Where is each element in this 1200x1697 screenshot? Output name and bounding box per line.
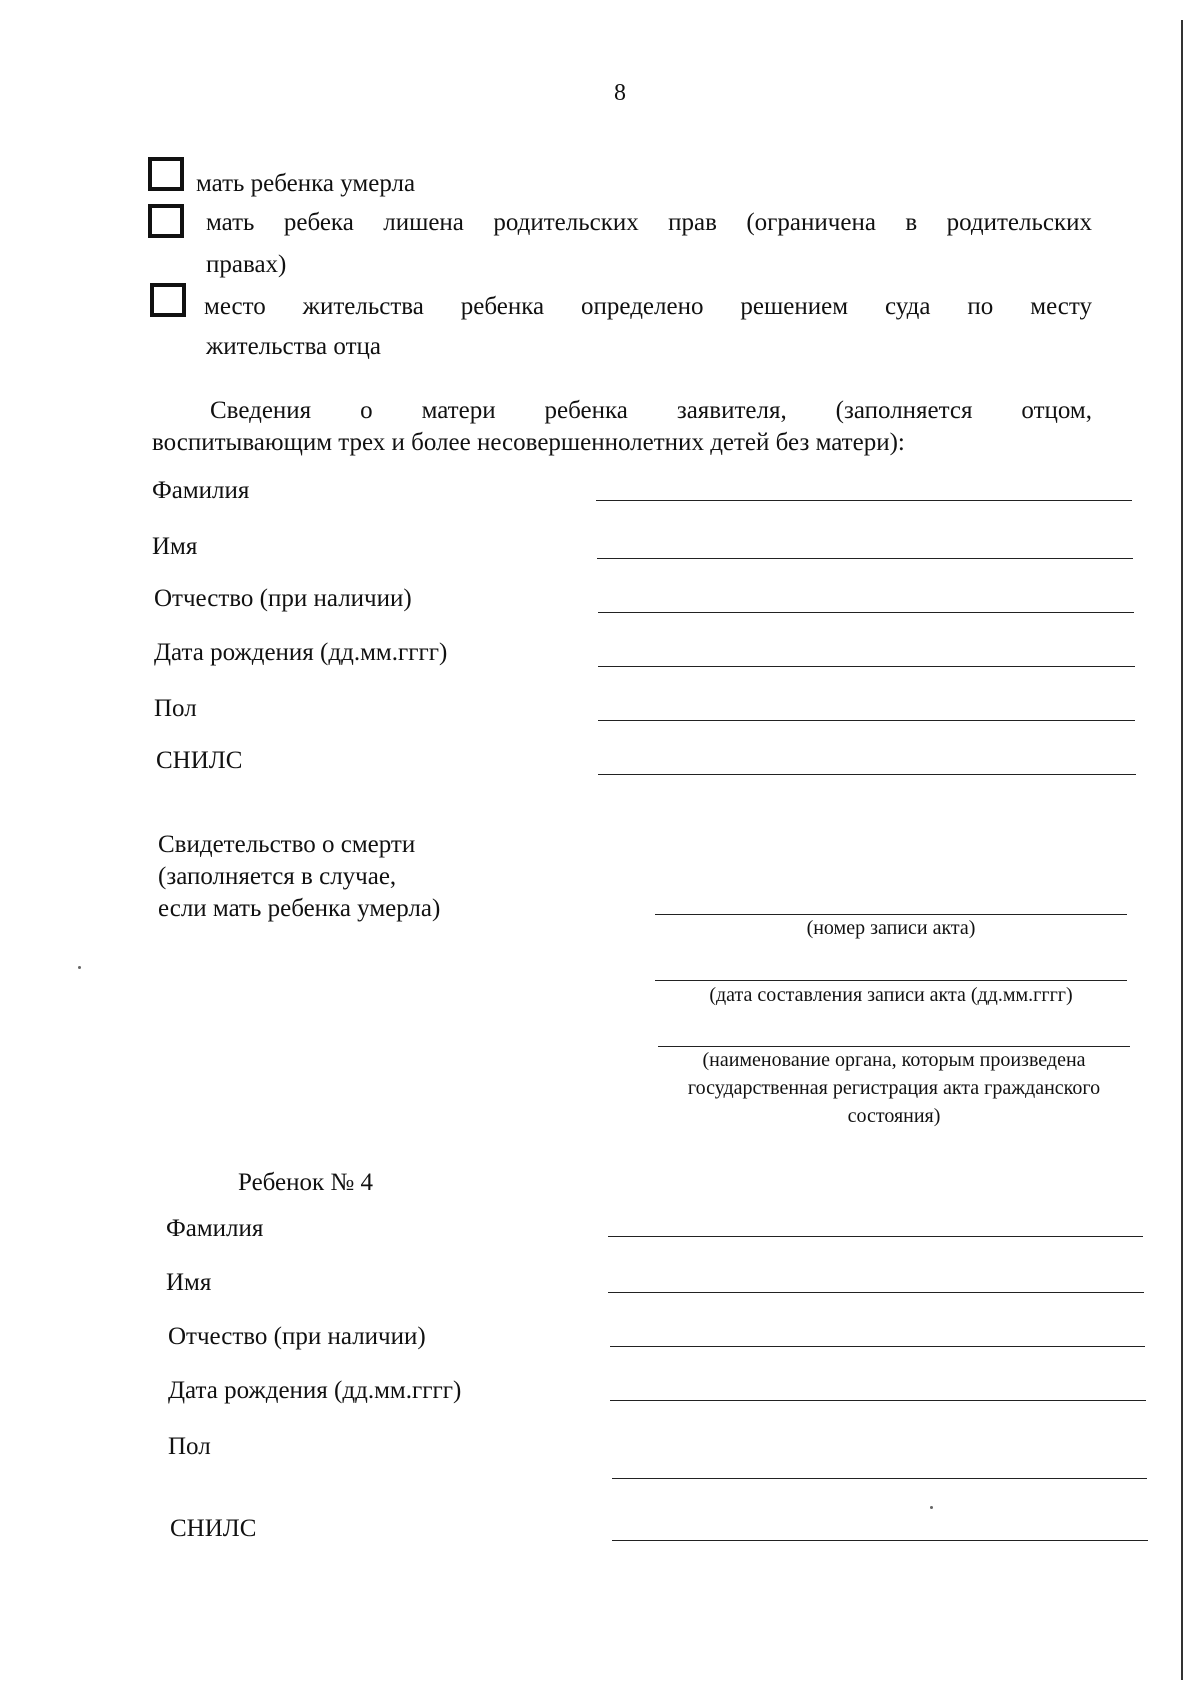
- checkbox-label: мать ребека лишена родительских прав (ограничена в родительских: [206, 209, 1092, 236]
- registry-authority-caption: состояния): [847, 1105, 941, 1127]
- field-label-sex: Пол: [168, 1433, 211, 1460]
- mother-birth-date-line[interactable]: [598, 666, 1135, 667]
- mother-snils-line[interactable]: [598, 774, 1136, 775]
- child4-snils-line[interactable]: [612, 1540, 1148, 1541]
- record-number-caption: (номер записи акта): [806, 917, 976, 939]
- mother-last-name-line[interactable]: [596, 500, 1132, 501]
- child4-first-name-line[interactable]: [608, 1292, 1144, 1293]
- scan-speck: [930, 1506, 933, 1509]
- mother-section-intro: Сведения о матери ребенка заявителя, (заполняется отцом,: [210, 397, 1092, 424]
- death-certificate-label: Свидетельство о смерти: [158, 831, 416, 858]
- field-label-first-name: Имя: [152, 533, 198, 560]
- mother-first-name-line[interactable]: [597, 558, 1133, 559]
- field-label-first-name: Имя: [166, 1269, 212, 1296]
- field-label-birth-date: Дата рождения (дд.мм.гггг): [154, 639, 448, 666]
- field-label-patronymic: Отчество (при наличии): [154, 585, 412, 612]
- child4-birth-date-line[interactable]: [610, 1400, 1146, 1401]
- scan-speck: [78, 966, 81, 969]
- child4-last-name-line[interactable]: [608, 1236, 1143, 1237]
- child4-heading: Ребенок № 4: [238, 1169, 374, 1196]
- checkbox-label: место жительства ребенка определено решением суда по месту: [204, 293, 1092, 320]
- death-certificate-label: если мать ребенка умерла): [158, 895, 441, 922]
- checkbox-mother-died[interactable]: [148, 157, 184, 191]
- registry-authority-caption: государственная регистрация акта гражданского: [687, 1077, 1101, 1099]
- registry-authority-caption: (наименование органа, которым произведена: [702, 1049, 1086, 1071]
- scan-edge: [1181, 20, 1183, 1680]
- page-number: 8: [614, 80, 626, 106]
- checkbox-residence-by-court[interactable]: [150, 283, 186, 317]
- field-label-patronymic: Отчество (при наличии): [168, 1323, 426, 1350]
- record-date-caption: (дата составления записи акта (дд.мм.гггг): [709, 984, 1073, 1006]
- child4-patronymic-line[interactable]: [610, 1346, 1145, 1347]
- checkbox-label: мать ребенка умерла: [196, 170, 416, 197]
- field-label-snils: СНИЛС: [170, 1515, 257, 1542]
- field-label-birth-date: Дата рождения (дд.мм.гггг): [168, 1377, 462, 1404]
- mother-section-intro: воспитывающим трех и более несовершеннолетних детей без матери):: [152, 429, 905, 456]
- field-label-snils: СНИЛС: [156, 747, 243, 774]
- checkbox-mother-deprived-rights[interactable]: [148, 204, 184, 238]
- field-label-last-name: Фамилия: [152, 477, 250, 504]
- field-label-last-name: Фамилия: [166, 1215, 264, 1242]
- mother-sex-line[interactable]: [598, 720, 1135, 721]
- field-label-sex: Пол: [154, 695, 197, 722]
- death-certificate-label: (заполняется в случае,: [158, 863, 397, 890]
- child4-sex-line[interactable]: [612, 1478, 1147, 1479]
- checkbox-label: жительства отца: [206, 333, 381, 360]
- checkbox-label: правах): [206, 251, 287, 278]
- mother-patronymic-line[interactable]: [598, 612, 1134, 613]
